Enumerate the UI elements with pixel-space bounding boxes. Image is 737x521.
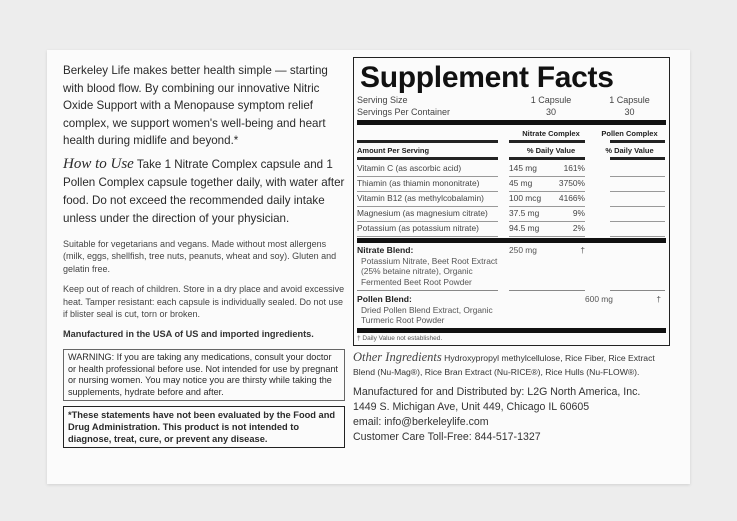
label-right-column (353, 57, 671, 445)
servings-label: Servings Per Container (357, 107, 451, 117)
divider (357, 328, 666, 333)
col-pollen-complex: Pollen Complex (601, 128, 658, 138)
nutrient-dv: 9% (572, 208, 585, 218)
nutrient-amount: 145 mg (509, 163, 537, 173)
nutrient-name: Potassium (as potassium nitrate) (357, 221, 498, 237)
nutrient-dv: 3750% (558, 178, 585, 188)
nitrate-blend-name: Nitrate Blend: (357, 245, 414, 255)
fda-disclaimer-box: *These statements have not been evaluated by the Food and Drug Administration. This product is not intended to diagnose, treat, cure, or prevent any disease. (63, 406, 345, 448)
col-nitrate-complex: Nitrate Complex (522, 128, 580, 138)
amount-per-serving-label: Amount Per Serving (357, 145, 430, 155)
nutrient-values (509, 206, 585, 222)
divider (357, 120, 666, 125)
how-to-use (63, 155, 345, 228)
facts-title: Supplement Facts (360, 61, 614, 94)
nitrate-blend-row (357, 245, 666, 287)
nutrient-row (357, 176, 666, 191)
nutrient-amount: 100 mcg (509, 193, 542, 203)
address-line: 1449 S. Michigan Ave, Unit 449, Chicago IL 60605 (353, 400, 590, 413)
nutrient-name: Magnesium (as magnesium citrate) (357, 206, 498, 222)
nutrient-amount: 37.5 mg (509, 208, 540, 218)
nutrient-name: Vitamin B12 (as methylcobalamin) (357, 191, 498, 207)
nitrate-blend-amount: 250 mg (509, 245, 537, 255)
label-left-column (63, 62, 345, 453)
nutrient-list (357, 161, 666, 236)
warning-box: WARNING: If you are taking any medications, consult your doctor or health professional before use. Not intended for use by pregnant or nursing women. You may notice you are thirsty while taking the supplements, hydrate before and after. (63, 349, 345, 401)
nutrient-amount: 45 mg (509, 178, 533, 188)
serving-size-1: 1 Capsule (530, 95, 572, 105)
distributor-line: Manufactured for and Distributed by: L2G North America, Inc. (353, 385, 641, 398)
pollen-blend-name: Pollen Blend: (357, 294, 412, 304)
dv-header-2: % Daily Value (605, 145, 654, 155)
servings-2: 30 (624, 107, 635, 117)
nutrient-row (357, 206, 666, 221)
pollen-blend-amount: 600 mg (585, 294, 613, 304)
pollen-blend-row (357, 294, 666, 326)
pollen-blend-ingredients: Dried Pollen Blend Extract, Organic Turmeric Root Powder (361, 304, 493, 325)
nutrient-values (509, 161, 585, 177)
nitrate-blend-ingredients: Potassium Nitrate, Beet Root Extract (25% betaine nitrate), Organic Fermented Beet Root Powder (361, 255, 498, 287)
dagger: † (580, 245, 585, 255)
dv-header-1: % Daily Value (526, 145, 576, 155)
pollen-dv-cell (610, 221, 665, 237)
serving-size-2: 1 Capsule (609, 95, 650, 105)
pollen-dv-cell (610, 176, 665, 192)
nutrient-values (509, 191, 585, 207)
servings-1: 30 (545, 107, 556, 117)
other-ingredients (353, 350, 668, 379)
serving-size-label: Serving Size (357, 95, 408, 105)
other-ingredients-text: Hydroxypropyl methylcellulose, Rice Fiber, Rice Extract Blend (Nu-Mag®), Rice Bran Extract (Nu-RICE®), Rice Hulls (Nu-FLOW®). (353, 352, 655, 377)
intro-text: Berkeley Life makes better health simple — starting with blood flow. By combining our innovative Nitric Oxide Support with a Menopause symptom relief complex, we support women's well-being and heart health during midlife and beyond.* (63, 64, 328, 147)
nutrient-row (357, 161, 666, 176)
divider (357, 290, 666, 291)
nutrient-dv: 161% (563, 163, 585, 173)
nutrient-row (357, 221, 666, 236)
storage-text: Keep out of reach of children. Store in a dry place and avoid excessive heat. Tamper resistant: each capsule is individually sealed. Do not use if blister seal is cut, torn or broken. (63, 284, 345, 320)
supplement-facts-panel (353, 57, 670, 346)
nutrient-values (509, 176, 585, 192)
distributor-info (353, 385, 671, 445)
manufactured-text: Manufactured in the USA of US and imported ingredients. (63, 329, 314, 340)
suitable-text: Suitable for vegetarians and vegans. Made without most allergens (milk, eggs, shellfish, tree nuts, peanuts, wheat and soy). Gluten and gelatin free. (63, 238, 337, 274)
how-to-use-text: Take 1 Nitrate Complex capsule and 1 Pollen Complex capsule together daily, with water after food. Do not exceed the recommended daily intake unless under the direction of your physician. (63, 157, 345, 225)
divider (357, 140, 666, 143)
pollen-dv-cell (610, 161, 665, 177)
phone-line: Customer Care Toll-Free: 844-517-1327 (353, 430, 541, 443)
other-ingredients-heading: Other Ingredients (353, 349, 442, 364)
divider (357, 238, 666, 243)
nutrient-amount: 94.5 mg (509, 223, 540, 233)
pollen-dv-cell (610, 206, 665, 222)
nutrient-name: Thiamin (as thiamin mononitrate) (357, 176, 498, 192)
nutrient-dv: 4166% (558, 193, 585, 203)
footnote: † Daily Value not established. (357, 334, 443, 342)
pollen-dv-cell (610, 191, 665, 207)
how-to-use-heading: How to Use (63, 155, 134, 172)
nutrient-row (357, 191, 666, 206)
email-line: email: info@berkeleylife.com (353, 415, 489, 428)
nutrient-dv: 2% (572, 223, 585, 233)
nutrient-values (509, 221, 585, 237)
dagger: † (656, 294, 661, 304)
nutrient-name: Vitamin C (as ascorbic acid) (357, 161, 498, 177)
